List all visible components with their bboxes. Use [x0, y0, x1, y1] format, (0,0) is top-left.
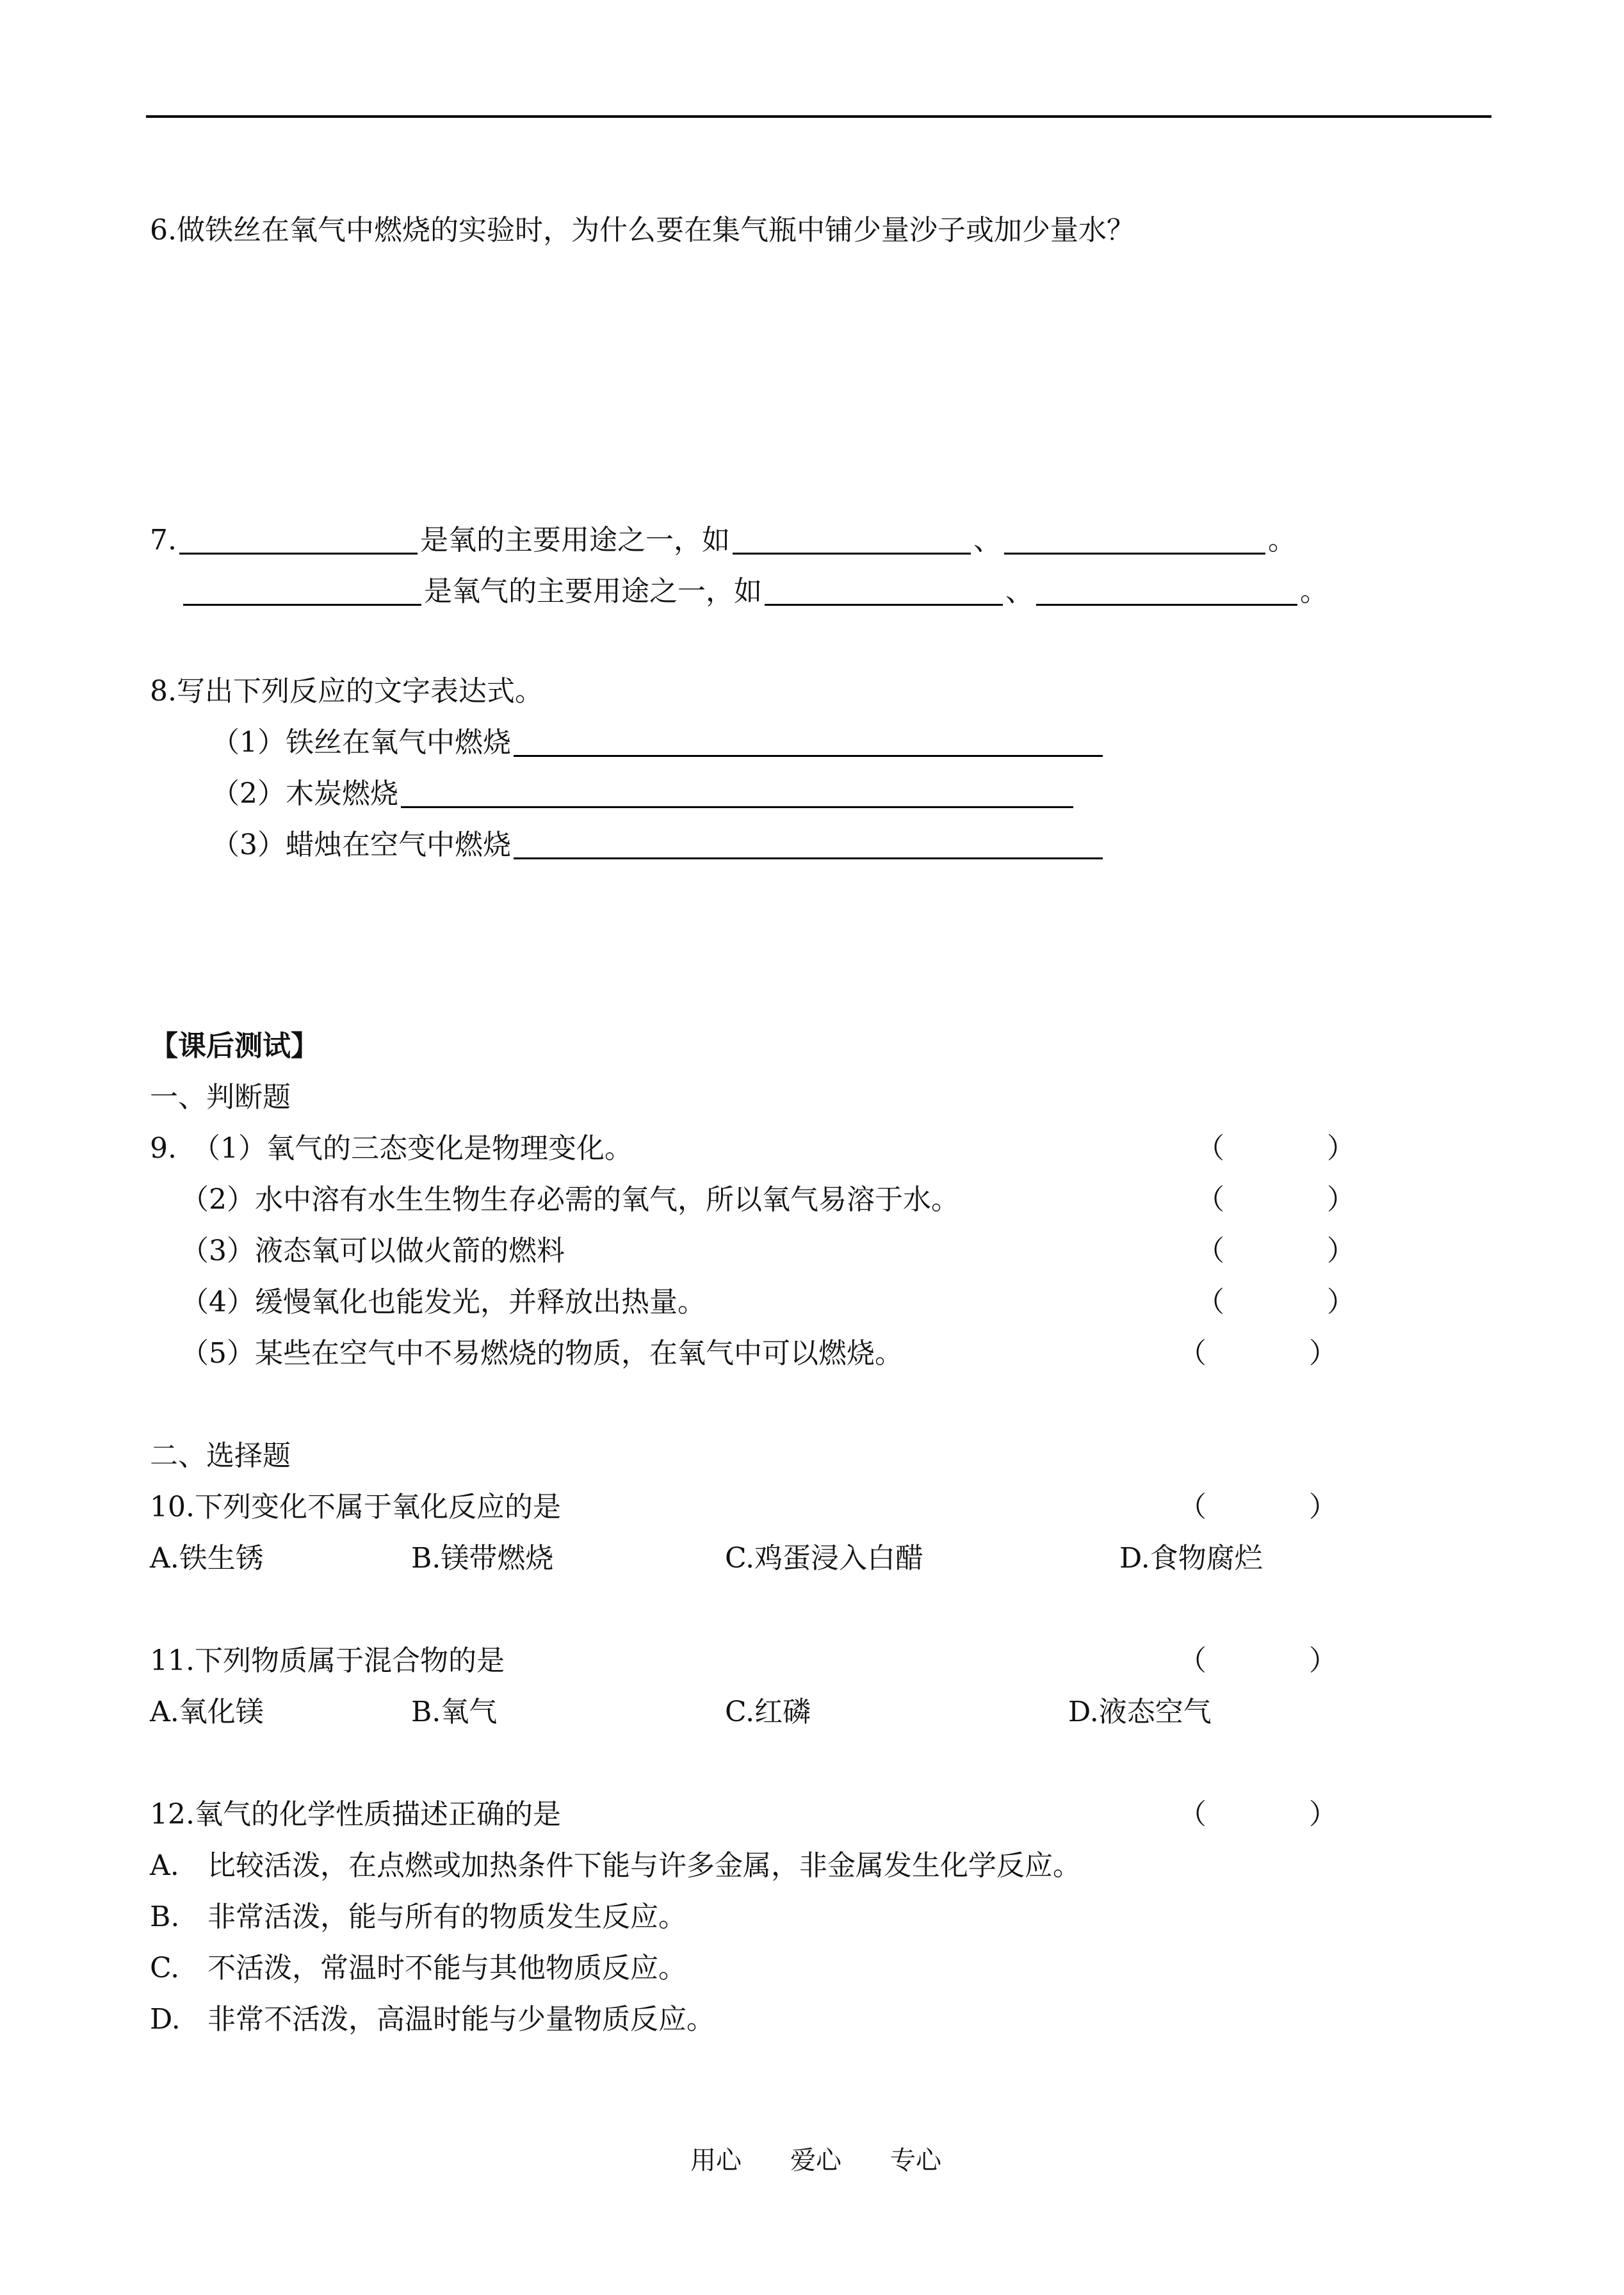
separator: 、 [973, 524, 1002, 556]
judge-item-4: （4）缓慢氧化也能发光，并释放出热量。 [181, 1286, 706, 1318]
option-c[interactable]: C. 不活泼，常温时不能与其他物质反应。 [150, 1952, 686, 1984]
header-rule [146, 115, 1491, 118]
answer-blank[interactable] [401, 781, 1073, 808]
question-7-text: 是氧气的主要用途之一，如 [424, 575, 762, 608]
answer-parentheses[interactable]: （ ） [1178, 1644, 1337, 1677]
section-2-title: 二、选择题 [150, 1439, 291, 1472]
answer-parentheses[interactable]: （ ） [1196, 1132, 1355, 1165]
question-8-stem: 8.写出下列反应的文字表达式。 [150, 675, 543, 708]
footer-text-2: 爱心 [790, 2146, 841, 2175]
option-b[interactable]: B.镁带燃烧 [411, 1542, 554, 1575]
option-a[interactable]: A.氧化镁 [150, 1696, 264, 1728]
separator: 、 [1005, 575, 1034, 608]
option-a[interactable]: A.铁生锈 [150, 1542, 264, 1575]
judge-item-5: （5）某些在空气中不易燃烧的物质，在氧气中可以燃烧。 [181, 1337, 903, 1370]
section-heading: 【课后测试】 [150, 1030, 319, 1062]
answer-blank[interactable] [514, 832, 1103, 859]
item-text: （2）木炭燃烧 [211, 777, 398, 810]
answer-parentheses[interactable]: （ ） [1196, 1183, 1355, 1216]
answer-parentheses[interactable]: （ ） [1178, 1798, 1337, 1831]
question-12-stem: 12.氧气的化学性质描述正确的是 [150, 1798, 561, 1831]
answer-blank[interactable] [733, 527, 971, 555]
period: 。 [1300, 575, 1328, 608]
period: 。 [1267, 524, 1296, 556]
answer-blank[interactable] [765, 578, 1003, 606]
question-11-stem: 11.下列物质属于混合物的是 [150, 1644, 505, 1677]
option-c[interactable]: C.红磷 [725, 1696, 811, 1728]
answer-blank[interactable] [1004, 527, 1265, 555]
option-d[interactable]: D. 非常不活泼，高温时能与少量物质反应。 [150, 2003, 715, 2036]
answer-parentheses[interactable]: （ ） [1178, 1337, 1337, 1370]
judge-item-3: （3）液态氧可以做火箭的燃料 [181, 1235, 565, 1267]
option-b[interactable]: B. 非常活泼，能与所有的物质发生反应。 [150, 1901, 686, 1933]
answer-blank[interactable] [514, 729, 1103, 757]
answer-parentheses[interactable]: （ ） [1178, 1491, 1337, 1523]
answer-blank[interactable] [1036, 578, 1297, 606]
footer-text-1: 用心 [690, 2146, 742, 2175]
judge-item-2: （2）水中溶有水生生物生存必需的氧气，所以氧气易溶于水。 [181, 1183, 959, 1216]
option-b[interactable]: B.氧气 [411, 1696, 498, 1728]
answer-blank[interactable] [179, 527, 418, 555]
section-1-title: 一、判断题 [150, 1081, 291, 1114]
question-7-line-1 [150, 526, 1296, 555]
answer-blank[interactable] [183, 578, 421, 606]
option-c[interactable]: C.鸡蛋浸入白醋 [725, 1542, 924, 1575]
footer-text-3: 专心 [890, 2146, 941, 2175]
question-7-text: 是氧的主要用途之一，如 [419, 524, 730, 556]
answer-parentheses[interactable]: （ ） [1196, 1235, 1355, 1267]
question-8-item-1 [211, 726, 1105, 759]
question-7-line-2 [181, 575, 1328, 608]
question-8-item-3 [211, 831, 1105, 859]
option-a[interactable]: A. 比较活泼，在点燃或加热条件下能与许多金属，非金属发生化学反应。 [150, 1849, 1081, 1882]
answer-parentheses[interactable]: （ ） [1196, 1286, 1355, 1318]
question-6: 6.做铁丝在氧气中燃烧的实验时，为什么要在集气瓶中铺少量沙子或加少量水？ [150, 214, 1135, 247]
item-text: （1）铁丝在氧气中燃烧 [211, 726, 511, 759]
question-7-number: 7. [150, 524, 177, 556]
item-text: （3）蜡烛在空气中燃烧 [211, 829, 511, 861]
option-d[interactable]: D.食物腐烂 [1119, 1542, 1263, 1575]
question-9-number: 9. [150, 1132, 177, 1165]
question-8-item-2 [211, 777, 1076, 810]
judge-item-1: （1）氧气的三态变化是物理变化。 [192, 1132, 633, 1165]
option-d[interactable]: D.液态空气 [1068, 1696, 1212, 1728]
question-10-stem: 10.下列变化不属于氧化反应的是 [150, 1491, 561, 1523]
